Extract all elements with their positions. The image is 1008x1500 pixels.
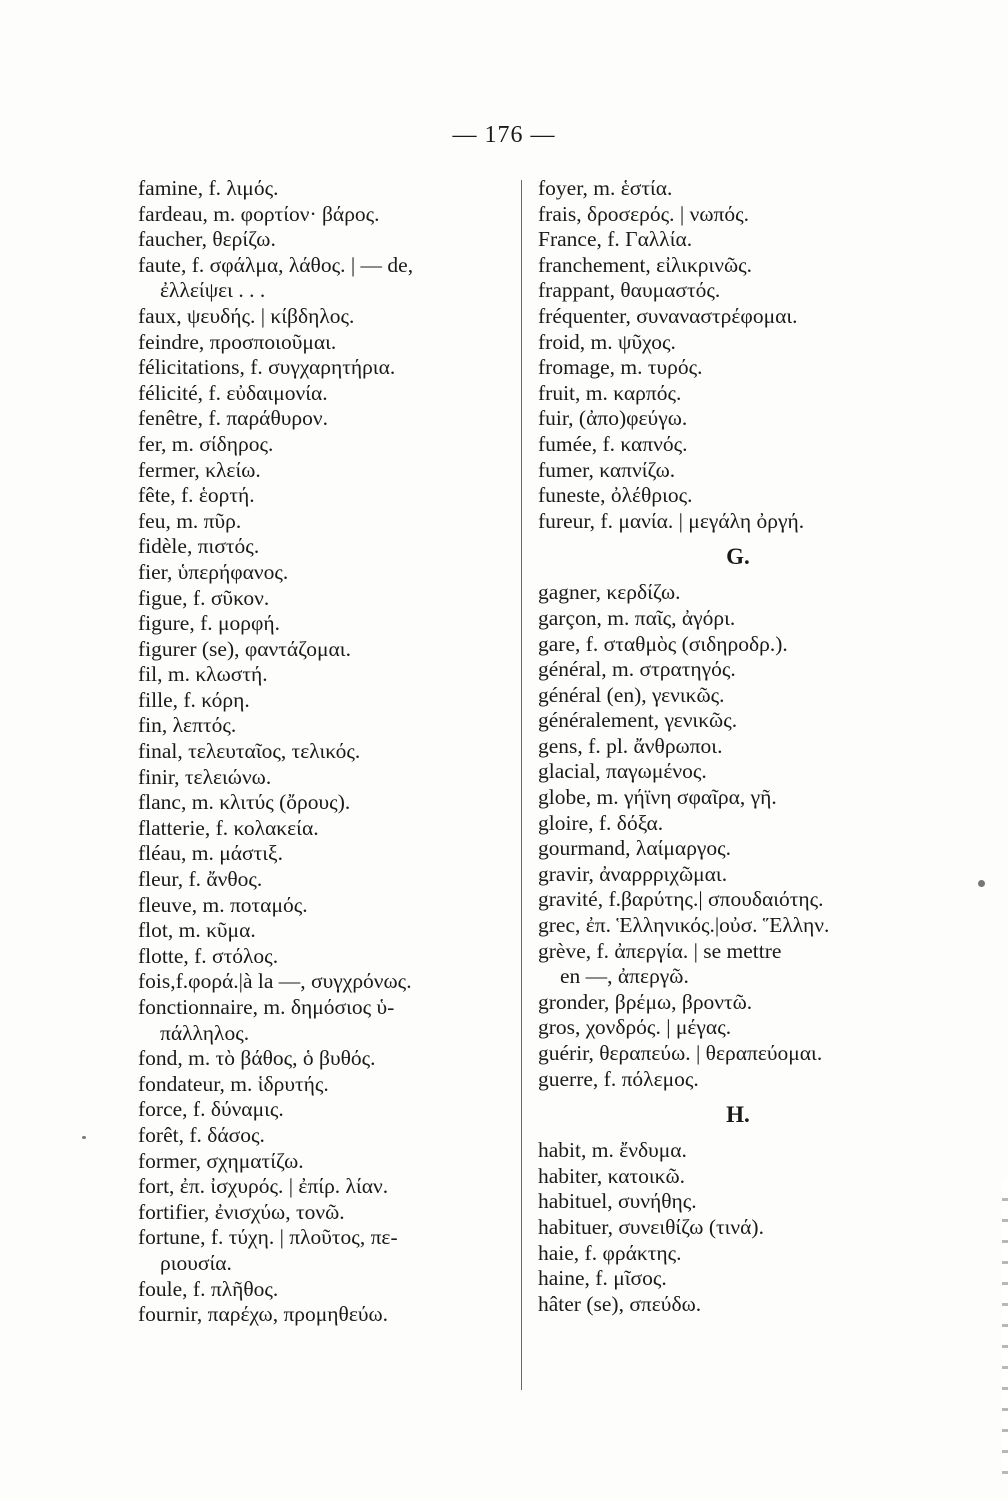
dictionary-entry: fumée, f. καπνός.	[538, 431, 688, 456]
dictionary-entry: funeste, ὀλέθριος.	[538, 483, 693, 508]
dictionary-entry: habituel, συνήθης.	[538, 1189, 697, 1214]
left-column	[138, 176, 508, 1328]
dictionary-entry: franchement, εἰλικρινῶς.	[538, 252, 753, 277]
dictionary-entry: félicité, f. εὐδαιμονία.	[138, 380, 328, 405]
dictionary-entry: fuir, (ἀπο)φεύγω.	[538, 406, 688, 431]
dictionary-entry: faucher, θερίζω.	[138, 227, 276, 252]
dictionary-entry: fournir, παρέχω, προμηθεύω.	[138, 1302, 389, 1327]
dictionary-entry: fin, λεπτός.	[138, 713, 237, 738]
dictionary-entry: habituer, συνειθίζω (τινά).	[538, 1214, 764, 1239]
dictionary-entry: fardeau, m. φορτίον· βάρος.	[138, 201, 380, 226]
dictionary-entry: gloire, f. δόξα.	[538, 810, 664, 835]
dictionary-entry: gravir, ἀναρρριχῶμαι.	[538, 861, 728, 886]
dictionary-entry: gravité, f.βαρύτης.| σπουδαιότης.	[538, 887, 824, 912]
dictionary-entry: général, m. στρατηγός.	[538, 657, 736, 682]
dictionary-entry: fenêtre, f. παράθυρον.	[138, 406, 328, 431]
dictionary-entry: fumer, καπνίζω.	[538, 457, 676, 482]
dictionary-entry: haie, f. φράκτης.	[538, 1240, 682, 1265]
dictionary-entry: fortune, f. τύχη. | πλοῦτος, πε-	[138, 1225, 398, 1250]
dictionary-entry: fort, ἐπ. ἰσχυρός. | ἐπίρ. λίαν.	[138, 1174, 389, 1199]
dictionary-entry: frais, δροσερός. | νωπός.	[538, 201, 749, 226]
dictionary-entry: force, f. δύναμις.	[138, 1097, 284, 1122]
h-entries	[538, 1138, 978, 1317]
dictionary-entry: glacial, παγωμένος.	[538, 759, 707, 784]
dictionary-entry: froid, m. ψῦχος.	[538, 329, 676, 354]
dictionary-entry: frappant, θαυμαστός.	[538, 278, 721, 303]
dictionary-entry: fil, m. κλωστή.	[138, 662, 268, 687]
dictionary-entry: ἐλλείψει . . .	[160, 278, 266, 303]
ink-speck	[82, 1136, 86, 1139]
dictionary-entry: fois,f.φορά.|à la —, συγχρόνως.	[138, 969, 412, 994]
dictionary-entry: final, τελευταῖος, τελικός.	[138, 739, 361, 764]
dictionary-entry: forêt, f. δάσος.	[138, 1122, 265, 1147]
dictionary-entry: gros, χονδρός. | μέγας.	[538, 1015, 732, 1040]
dictionary-entry: fleuve, m. ποταμός.	[138, 892, 308, 917]
dictionary-entry: gagner, κερδίζω.	[538, 580, 681, 605]
dictionary-entry: en —, ἀπεργῶ.	[560, 964, 689, 989]
column-divider	[521, 180, 522, 1390]
dictionary-entry: flot, m. κῦμα.	[138, 918, 256, 943]
dictionary-entry: flanc, m. κλιτύς (ὄρους).	[138, 790, 351, 815]
dictionary-entry: généralement, γενικῶς.	[538, 708, 738, 733]
dictionary-entry: fille, f. κόρη.	[138, 687, 250, 712]
dictionary-entry: flatterie, f. κολακεία.	[138, 815, 319, 840]
dictionary-entry: foyer, m. ἑστία.	[538, 176, 673, 200]
dictionary-entry: figurer (se), φαντάζομαι.	[138, 636, 351, 661]
dictionary-entry: guerre, f. πόλεμος.	[538, 1066, 699, 1091]
section-heading-g: G.	[726, 544, 750, 570]
dictionary-entry: fondateur, m. ἱδρυτής.	[138, 1071, 329, 1096]
dictionary-entry: fléau, m. μάστιξ.	[138, 841, 283, 866]
dictionary-entry: habiter, κατοικῶ.	[538, 1163, 686, 1188]
dictionary-entry: faute, f. σφάλμα, λάθος. | — de,	[138, 252, 414, 277]
dictionary-entry: habit, m. ἔνδυμα.	[538, 1138, 687, 1163]
dictionary-entry: hâter (se), σπεύδω.	[538, 1291, 702, 1316]
ink-speck	[978, 880, 985, 887]
dictionary-entry: félicitations, f. συγχαρητήρια.	[138, 355, 396, 380]
dictionary-entry: faux, ψευδής. | κίβδηλος.	[138, 303, 355, 328]
g-entries	[538, 580, 978, 1092]
dictionary-entry: fête, f. ἑορτή.	[138, 483, 255, 508]
dictionary-entry: famine, f. λιμός.	[138, 176, 279, 200]
dictionary-entry: grève, f. ἀπεργία. | se mettre	[538, 938, 782, 963]
dictionary-entry: foule, f. πλῆθος.	[138, 1276, 279, 1301]
dictionary-entry: gare, f. σταθμὸς (σιδηροδρ.).	[538, 631, 788, 656]
dictionary-entry: gens, f. pl. ἄνθρωποι.	[538, 733, 723, 758]
dictionary-entry: haine, f. μῖσος.	[538, 1266, 667, 1291]
dictionary-entry: flotte, f. στόλος.	[138, 943, 279, 968]
dictionary-entry: figue, f. σῦκον.	[138, 585, 270, 610]
dictionary-entry: gourmand, λαίμαργος.	[538, 836, 732, 861]
dictionary-entry: fromage, m. τυρός.	[538, 355, 703, 380]
dictionary-entry: fier, ὑπερήφανος.	[138, 559, 289, 584]
dictionary-entry: garçon, m. παῖς, ἀγόρι.	[538, 605, 736, 630]
dictionary-entry: fureur, f. μανία. | μεγάλη ὀργή.	[538, 508, 805, 533]
page-edge-shadow	[1002, 1180, 1008, 1480]
dictionary-entry: fleur, f. ἄνθος.	[138, 867, 263, 892]
dictionary-entry: fond, m. τὸ βάθος, ὁ βυθός.	[138, 1046, 376, 1071]
dictionary-entry: fer, m. σίδηρος.	[138, 431, 274, 456]
dictionary-entry: fruit, m. καρπός.	[538, 380, 682, 405]
dictionary-entry: feindre, προσποιοῦμαι.	[138, 329, 337, 354]
dictionary-entry: former, σχηματίζω.	[138, 1148, 304, 1173]
dictionary-entry: πάλληλος.	[160, 1020, 250, 1045]
dictionary-entry: fonctionnaire, m. δημόσιος ὑ-	[138, 995, 395, 1019]
dictionary-entry: grec, ἐπ. Ἑλληνικός.|οὐσ. Ἕλλην.	[538, 913, 830, 938]
dictionary-entry: fréquenter, συναναστρέφομαι.	[538, 303, 798, 328]
dictionary-entry: gronder, βρέμω, βροντῶ.	[538, 989, 753, 1014]
dictionary-entry: feu, m. πῦρ.	[138, 508, 242, 533]
dictionary-entry: France, f. Γαλλία.	[538, 227, 693, 252]
section-heading-h: H.	[726, 1102, 750, 1128]
page-number: — 176 —	[452, 122, 556, 148]
dictionary-entry: ριουσία.	[160, 1250, 232, 1275]
dictionary-entry: globe, m. γήϊνη σφαῖρα, γῆ.	[538, 785, 777, 810]
dictionary-entry: général (en), γενικῶς.	[538, 682, 725, 707]
dictionary-entry: figure, f. μορφή.	[138, 611, 281, 636]
right-column	[538, 176, 978, 1317]
dictionary-entry: fidèle, πιστός.	[138, 534, 260, 559]
dictionary-entry: guérir, θεραπεύω. | θεραπεύομαι.	[538, 1041, 823, 1065]
dictionary-entry: finir, τελειώνω.	[138, 764, 272, 789]
f-entries	[538, 176, 978, 534]
dictionary-entry: fermer, κλείω.	[138, 457, 261, 482]
dictionary-entry: fortifier, ἐνισχύω, τονῶ.	[138, 1199, 345, 1224]
